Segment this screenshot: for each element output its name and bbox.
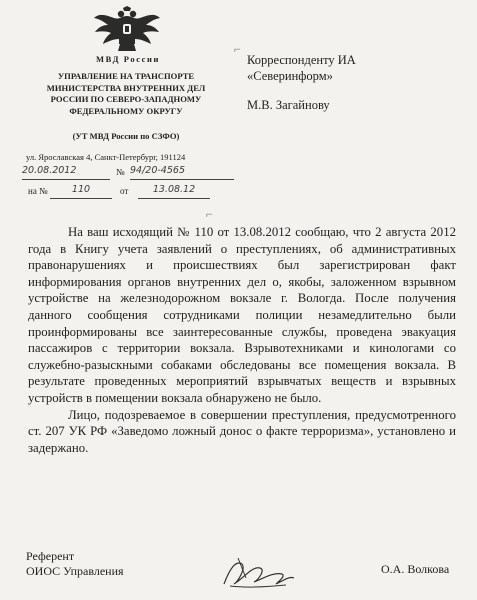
recipient-line: Корреспонденту ИА <box>247 53 356 67</box>
signer-position <box>26 549 124 579</box>
outgoing-number: 94/20-4565 <box>130 165 234 180</box>
body-paragraph: На ваш исходящий № 110 от 13.08.2012 сообщаю, что 2 августа 2012 года в Книгу учета заявлений о преступлениях, об административных правонарушениях и происшествиях был зарегистрирован факт информирования органов внутренних дел о, якобы, заложенном взрывном устройстве на железнодорожном вокзале г. Вологда. После получения данного сообщения сотрудниками полиции незамедлительно были проинформированы все заинтересованные службы, проведена эвакуация пассажиров с территории вокзала. Взрывотехниками и кинологами со служебно-разыскными собаками обследованы все помещения вокзала. В результате проведенных мероприятий взрывчатых веществ и взрывных устройств в помещении вокзала обнаружено не было. <box>28 225 456 405</box>
outgoing-date: 20.08.2012 <box>22 165 110 180</box>
body-paragraph: Лицо, подозреваемое в совершении преступления, предусмотренного ст. 207 УК РФ «Заведомо ложный донос о факте терроризма», установлено и задержано. <box>28 407 456 455</box>
department-line: МИНИСТЕРСТВА ВНУТРЕННИХ ДЕЛ <box>46 82 206 93</box>
letter-body <box>28 224 456 456</box>
recipient-corner-mark-bottom: ⌐ <box>206 207 213 221</box>
number-label: № <box>116 167 125 177</box>
recipient-block <box>247 53 356 84</box>
eagle-emblem-icon <box>92 6 162 52</box>
reply-to-date: 13.08.12 <box>138 184 210 199</box>
reply-to-number: 110 <box>50 184 112 199</box>
department-line: УПРАВЛЕНИЕ НА ТРАНСПОРТЕ <box>57 71 195 81</box>
reply-to-label: на № <box>28 186 48 196</box>
recipient-line: «Северинформ» <box>247 68 333 83</box>
from-label: от <box>120 186 129 196</box>
department-name <box>20 71 232 117</box>
recipient-corner-mark-top: ⌐ <box>234 42 241 56</box>
signer-position-line: Референт <box>26 549 75 563</box>
signer-name: О.А. Волкова <box>381 562 450 576</box>
department-line: ФЕДЕРАЛЬНОМУ ОКРУГУ <box>69 105 183 116</box>
ministry-name: МВД России <box>96 54 160 64</box>
department-address: ул. Ярославская 4, Санкт-Петербург, 191124 <box>26 152 186 162</box>
recipient-name: М.В. Загайнову <box>247 98 330 112</box>
department-line: РОССИИ ПО СЕВЕРО-ЗАПАДНОМУ <box>50 94 202 104</box>
signer-position-line: ОИОС Управления <box>26 564 124 578</box>
department-short-name: (УТ МВД России по СЗФО) <box>72 131 180 141</box>
handwritten-signature-icon <box>216 548 298 592</box>
